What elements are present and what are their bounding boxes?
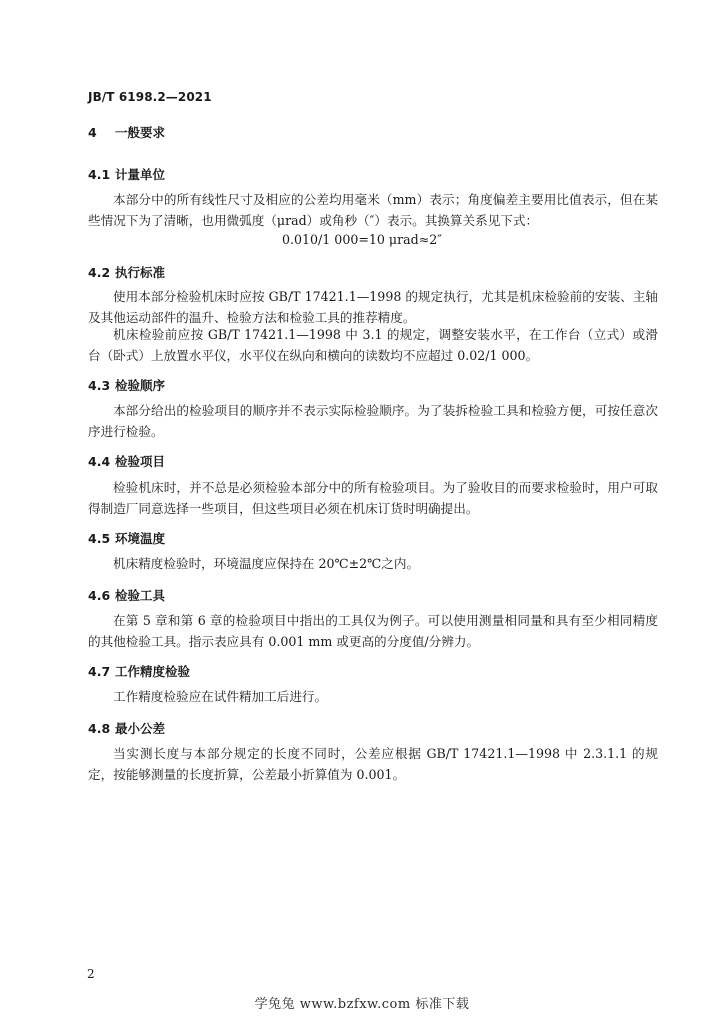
paragraph: 在第 5 章和第 6 章的检验项目中指出的工具仅为例子。可以使用测量相同量和具有至少相同精度的其他检验工具。指示表应具有 0.001 mm 或更高的分度值/分辨力。: [88, 613, 658, 649]
page-number: 2: [87, 967, 95, 981]
section-title: 执行标准: [115, 265, 166, 280]
paragraph: 工作精度检验应在试件精加工后进行。: [113, 689, 328, 704]
section-title: 最小公差: [115, 721, 166, 736]
section-title: 环境温度: [115, 531, 166, 546]
paragraph: 本部分中的所有线性尺寸及相应的公差均用毫米（mm）表示；角度偏差主要用比值表示，但在某些情况下为了清晰，也用微弧度（μrad）或角秒（″）表示。其换算关系见下式：: [88, 192, 658, 228]
section-title: 工作精度检验: [115, 664, 191, 679]
section-title: 检验工具: [115, 588, 166, 603]
section-title: 检验顺序: [115, 378, 166, 393]
section-title: 计量单位: [115, 167, 166, 182]
paragraph: 机床精度检验时，环境温度应保持在 20℃±2℃之内。: [113, 556, 420, 571]
footer-watermark: 学兔兔 www.bzfxw.com 标准下载: [254, 997, 470, 1012]
paragraph: 本部分给出的检验项目的顺序并不表示实际检验顺序。为了装拆检验工具和检验方便，可按任意次序进行检验。: [88, 403, 658, 439]
section-number: 4.2: [88, 265, 111, 280]
section-heading-4-7: [88, 662, 190, 680]
section-number: 4.4: [88, 454, 111, 469]
section-heading-4-2: [88, 263, 165, 281]
section-heading-4-4: [88, 452, 165, 470]
section-title: 一般要求: [115, 125, 166, 140]
paragraph: 当实测长度与本部分规定的长度不同时，公差应根据 GB/T 17421.1—1998 中 2.3.1.1 的规定，按能够测量的长度折算，公差最小折算值为 0.001。: [88, 746, 658, 782]
section-heading-4-1: [88, 165, 165, 183]
section-number: 4: [88, 125, 97, 140]
section-number: 4.3: [88, 378, 111, 393]
section-number: 4.7: [88, 664, 111, 679]
section-title: 检验项目: [115, 454, 166, 469]
section-heading-4: [88, 123, 165, 141]
section-number: 4.5: [88, 531, 111, 546]
paragraph: 机床检验前应按 GB/T 17421.1—1998 中 3.1 的规定，调整安装水平，在工作台（立式）或滑台（卧式）上放置水平仪，水平仪在纵向和横向的读数均不应超过 0.02/1 000。: [88, 327, 658, 363]
section-heading-4-3: [88, 376, 165, 394]
standard-code: JB/T 6198.2—2021: [88, 90, 212, 104]
section-number: 4.6: [88, 588, 111, 603]
section-number: 4.8: [88, 721, 111, 736]
paragraph: 使用本部分检验机床时应按 GB/T 17421.1—1998 的规定执行，尤其是机床检验前的安装、主轴及其他运动部件的温升、检验方法和检验工具的推荐精度。: [88, 289, 658, 325]
section-number: 4.1: [88, 167, 111, 182]
formula: 0.010/1 000=10 μrad≈2″: [282, 232, 442, 247]
paragraph: 检验机床时，并不总是必须检验本部分中的所有检验项目。为了验收目的而要求检验时，用户可取得制造厂同意选择一些项目，但这些项目必须在机床订货时明确提出。: [88, 480, 658, 516]
section-heading-4-8: [88, 719, 165, 737]
section-heading-4-6: [88, 586, 165, 604]
section-heading-4-5: [88, 529, 165, 547]
